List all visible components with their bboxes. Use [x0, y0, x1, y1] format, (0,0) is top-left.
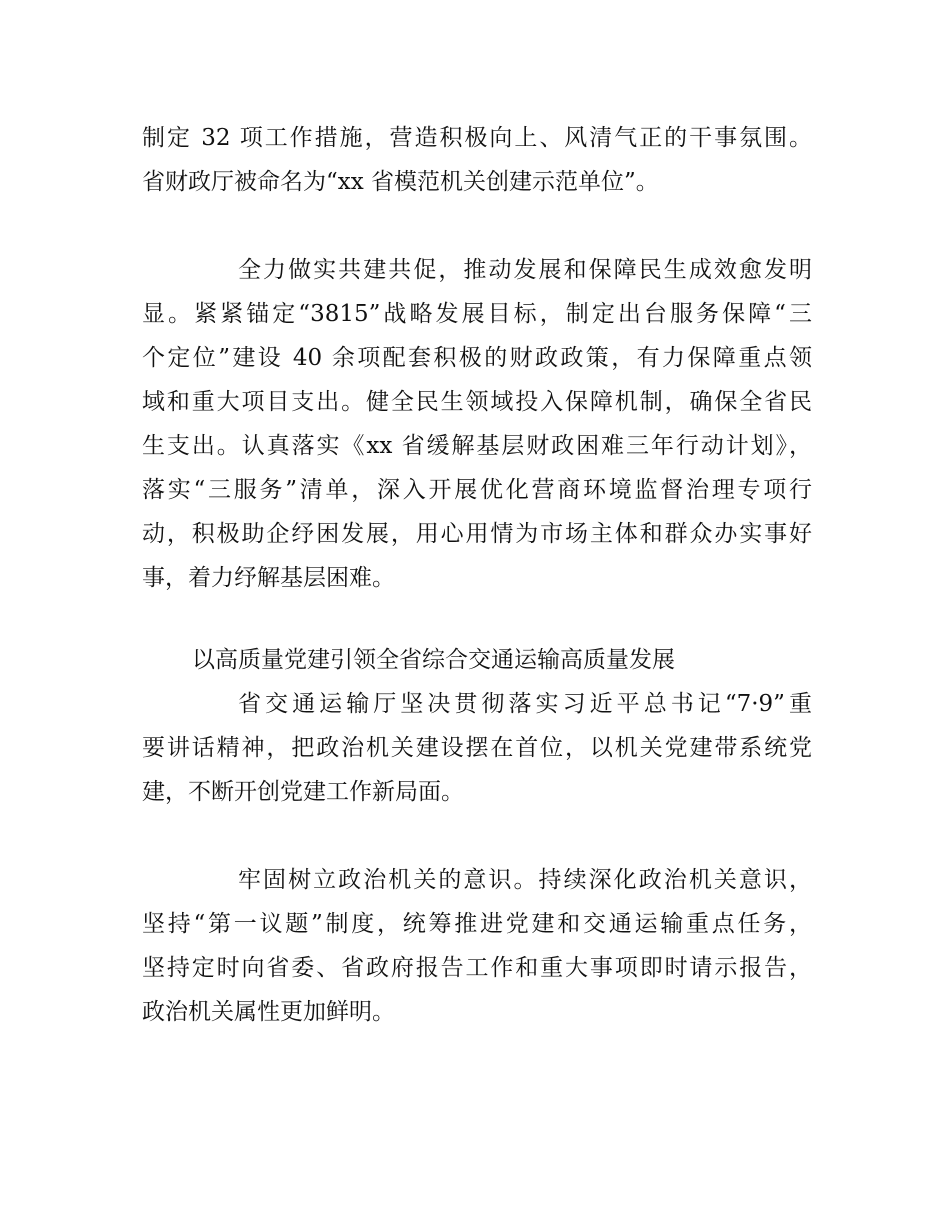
paragraph-2-line-6: 落实“三服务”清单，深入开展优化营商环境监督治理专项行 — [142, 477, 812, 503]
paragraph-2-line-3: 个定位”建设 40 余项配套积极的财政政策，有力保障重点领 — [142, 345, 812, 371]
paragraph-4-line-4: 政治机关属性更加鲜明。 — [142, 999, 395, 1025]
paragraph-4-line-1: 牢固树立政治机关的意识。持续深化政治机关意识， — [238, 867, 812, 893]
paragraph-3-line-1: 省交通运输厅坚决贯彻落实习近平总书记“7·9”重 — [238, 691, 812, 717]
paragraph-4-line-2: 坚持“第一议题”制度，统筹推进党建和交通运输重点任务， — [142, 911, 812, 937]
paragraph-2-line-7: 动，积极助企纾困发展，用心用情为市场主体和群众办实事好 — [142, 521, 812, 547]
paragraph-2-line-5: 生支出。认真落实《xx 省缓解基层财政困难三年行动计划》， — [142, 433, 812, 459]
paragraph-2-line-1: 全力做实共建共促，推动发展和保障民生成效愈发明 — [238, 257, 812, 283]
paragraph-2-line-8: 事，着力纾解基层困难。 — [142, 565, 395, 591]
paragraph-1-line-1: 制定 32 项工作措施，营造积极向上、风清气正的干事氛围。 — [142, 125, 812, 151]
paragraph-3-line-3: 建，不断开创党建工作新局面。 — [142, 779, 464, 805]
paragraph-2-line-4: 域和重大项目支出。健全民生领域投入保障机制，确保全省民 — [142, 389, 812, 415]
paragraph-2-line-2: 显。紧紧锚定“3815”战略发展目标，制定出台服务保障“三 — [142, 301, 812, 327]
section-heading: 以高质量党建引领全省综合交通运输高质量发展 — [192, 647, 675, 673]
paragraph-1-line-2: 省财政厅被命名为“xx 省模范机关创建示范单位”。 — [142, 169, 659, 195]
paragraph-4-line-3: 坚持定时向省委、省政府报告工作和重大事项即时请示报告， — [142, 955, 812, 981]
paragraph-3-line-2: 要讲话精神，把政治机关建设摆在首位，以机关党建带系统党 — [142, 735, 812, 761]
